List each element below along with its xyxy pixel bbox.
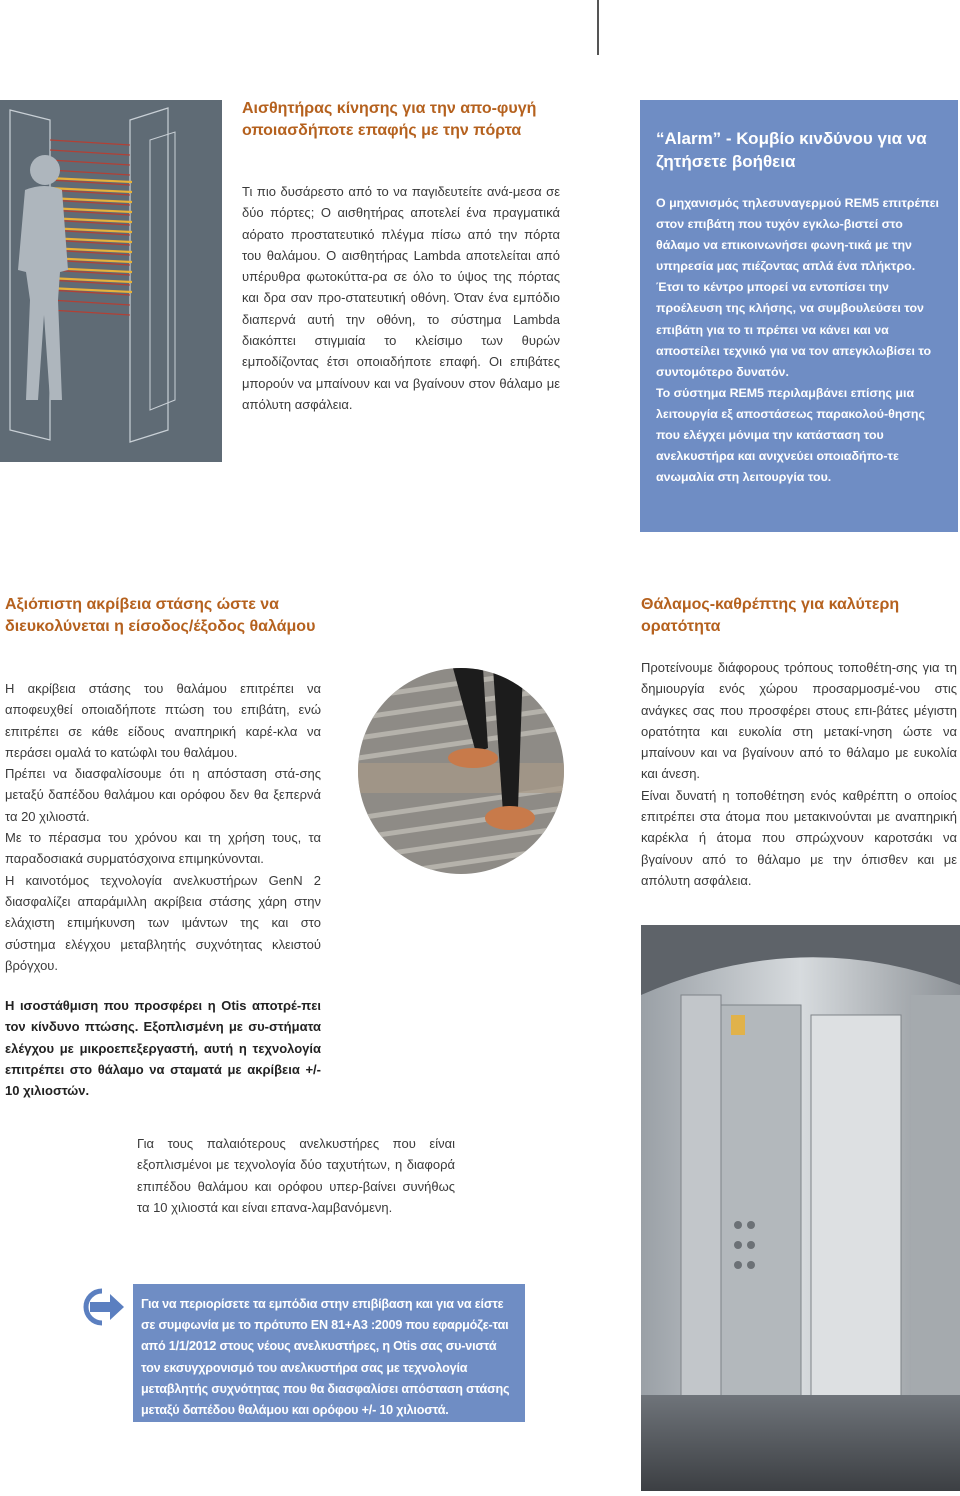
sensor-body bbox=[242, 181, 560, 415]
older-elevators-note: Για τους παλαιότερους ανελκυστήρες που είναι εξοπλισμένοι με τεχνολογία δύο ταχυτήτων, η διαφορά επιπέδου θαλάμου και ορόφου υπερ-βαίνει συνήθως τα 10 χιλιοστά και είναι επανα-λαμβανόμενη. bbox=[137, 1136, 455, 1215]
lambda-sensor-drawing bbox=[0, 100, 222, 462]
sensor-heading: Αισθητήρας κίνησης για την απο-φυγή οποιασδήποτε επαφής με την πόρτα bbox=[242, 100, 537, 139]
accuracy-body bbox=[5, 678, 321, 976]
alarm-heading: “Alarm” - Κομβίο κινδύνου για να ζητήσετε βοήθεια bbox=[656, 129, 927, 171]
accuracy-paragraph-3: Με το πέρασμα του χρόνου και τη χρήση τους, τα παραδοσιακά συρματόσχοινα επιμηκύνονται. bbox=[5, 830, 321, 867]
alarm-paragraph-1: Ο μηχανισμός τηλεσυναγερμού REM5 επιτρέπει στον επιβάτη που τυχόν εγκλω-βιστεί στο θάλαμο να επικοινωνήσει φωνη-τικά με την υπηρεσία μας πιέζοντας απλά ένα πλήκτρο. bbox=[656, 196, 939, 274]
elevator-interior-photo bbox=[641, 925, 960, 1491]
alarm-paragraph-2: Έτσι το κέντρο μπορεί να εντοπίσει την προέλευση της κλήσης, να συμβουλεύσει τον επιβάτη για το τι πρέπει να κάνει και να αποστείλει τεχνικό για να τον απεγκλωβίσει το συντομότερο δυνατόν. bbox=[656, 280, 932, 379]
accuracy-paragraph-4: Η καινοτόμος τεχνολογία ανελκυστήρων GenN 2 διασφαλίζει απαράμιλλη ακρίβεια στάσης χάρη στην ελάχιστη επιμήκυνση των ιμάντων της και στο σύστημα ελέγχου μεταβλητής συχνότητας κλειστού βρόγχου. bbox=[5, 872, 321, 973]
mirror-heading: Θάλαμος-καθρέπτης για καλύτερη ορατότητα bbox=[641, 596, 900, 635]
threshold-photo bbox=[358, 668, 564, 874]
accuracy-bold-note: Η ισοστάθμιση που προσφέρει η Otis αποτρέ-πει τον κίνδυνο πτώσης. Εξοπλισμένη με συ-στήματα ελέγχου με μικροεπεξεργαστή, αυτή η τεχνολογία επιτρέπει στο θάλαμο να σταματά με ακρίβεια +/- 10 χιλιοστών. bbox=[5, 998, 321, 1099]
mirror-paragraph-1: Προτείνουμε διάφορους τρόπους τοποθέτη-σης για τη δημιουργία ενός χώρου προσαρμοσμέ-νου στις ανάγκες σας που προσφέρει στους επι-βάτες μέγιστη ορατότητα και ευκολία στη μετακί-νηση ώστε να μπαίνουν και να βγαίνουν από το θάλαμο με ευκολία και άνεση. bbox=[641, 660, 957, 782]
accuracy-paragraph-2: Πρέπει να διασφαλίσουμε ότι η απόσταση στά-σης μεταξύ δαπέδου θαλάμου και ορόφου δεν θα ξεπερνά τα 20 χιλιοστά. bbox=[5, 766, 321, 824]
mirror-body bbox=[641, 657, 957, 891]
top-divider-line bbox=[597, 0, 599, 55]
accuracy-heading: Αξιόπιστη ακρίβεια στάσης ώστε να διευκολύνεται η είσοδος/έξοδος θαλάμου bbox=[5, 596, 316, 635]
upgrade-notice-box bbox=[133, 1284, 525, 1422]
arrow-right-icon bbox=[78, 1288, 126, 1326]
accuracy-paragraph-1: Η ακρίβεια στάσης του θαλάμου επιτρέπει να αποφευχθεί οποιαδήποτε πτώση του επιβάτη, ενώ επιτρέπει σε κάθε είδους αναπηρική καρέ-κλα να περάσει ομαλά το κατώφλι του θαλάμου. bbox=[5, 681, 321, 760]
alarm-box bbox=[640, 100, 958, 532]
sensor-illustration bbox=[0, 100, 222, 462]
alarm-body bbox=[656, 193, 942, 488]
alarm-paragraph-3: Το σύστημα REM5 περιλαμβάνει επίσης μια λειτουργία εξ αποστάσεως παρακολού-θησης που ελέγχει μόνιμα την κατάσταση του ανελκυστήρα και ανιχνεύει οποιαδήπο-τε ανωμαλία στη λειτουργία του. bbox=[656, 385, 925, 485]
sensor-paragraph: Τι πιο δυσάρεστο από το να παγιδευτείτε ανά-μεσα σε δύο πόρτες; Ο αισθητήρας αποτελεί ένα πραγματικά αόρατο προστατευτικό πλέγμα πίσω από την πόρτα του θαλάμου. Ο αισθητήρας Lambda αποτελείται από υπέρυθρα φωτοκύττα-ρα σε όλο το ύψος της πόρτας και δρα σαν προ-στατευτική οθόνη. Όταν ένα εμπόδιο διαπερνά αυτή την οθόνη, το σύστημα Lambda διακόπτει στιγμιαία το κλείσιμο των θυρών εμποδίζοντας έτσι οποιαδήποτε επαφή. Οι επιβάτες μπορούν να μπαίνουν και να βγαίνουν στον θάλαμο με απόλυτη ασφάλεια. bbox=[242, 184, 560, 412]
mirror-paragraph-2: Είναι δυνατή η τοποθέτηση ενός καθρέπτη ο οποίος επιτρέπει στα άτομα που μετακινούνται με αναπηρική καρέκλα ή άτομα που σπρώχνουν καροτσάκι να βγαίνουν από το θάλαμο με την όπισθεν και με απόλυτη ασφάλεια. bbox=[641, 787, 957, 888]
upgrade-notice-text: Για να περιορίσετε τα εμπόδια στην επιβίβαση και για να είστε σε συμφωνία με το πρότυπο EN 81+A3 :2009 που εφαρμόζε-ται από 1/1/2012 στους νέους ανελκυστήρες, η Otis σας συ-νιστά τον εκσυγχρονισμό του ανελκυστήρα σας με τεχνολογία μεταβλητής συχνότητας που θα διασφαλίσει απόσταση στάσης μεταξύ δαπέδου θαλάμου και ορόφου +/- 10 χιλιοστά. bbox=[141, 1297, 510, 1418]
